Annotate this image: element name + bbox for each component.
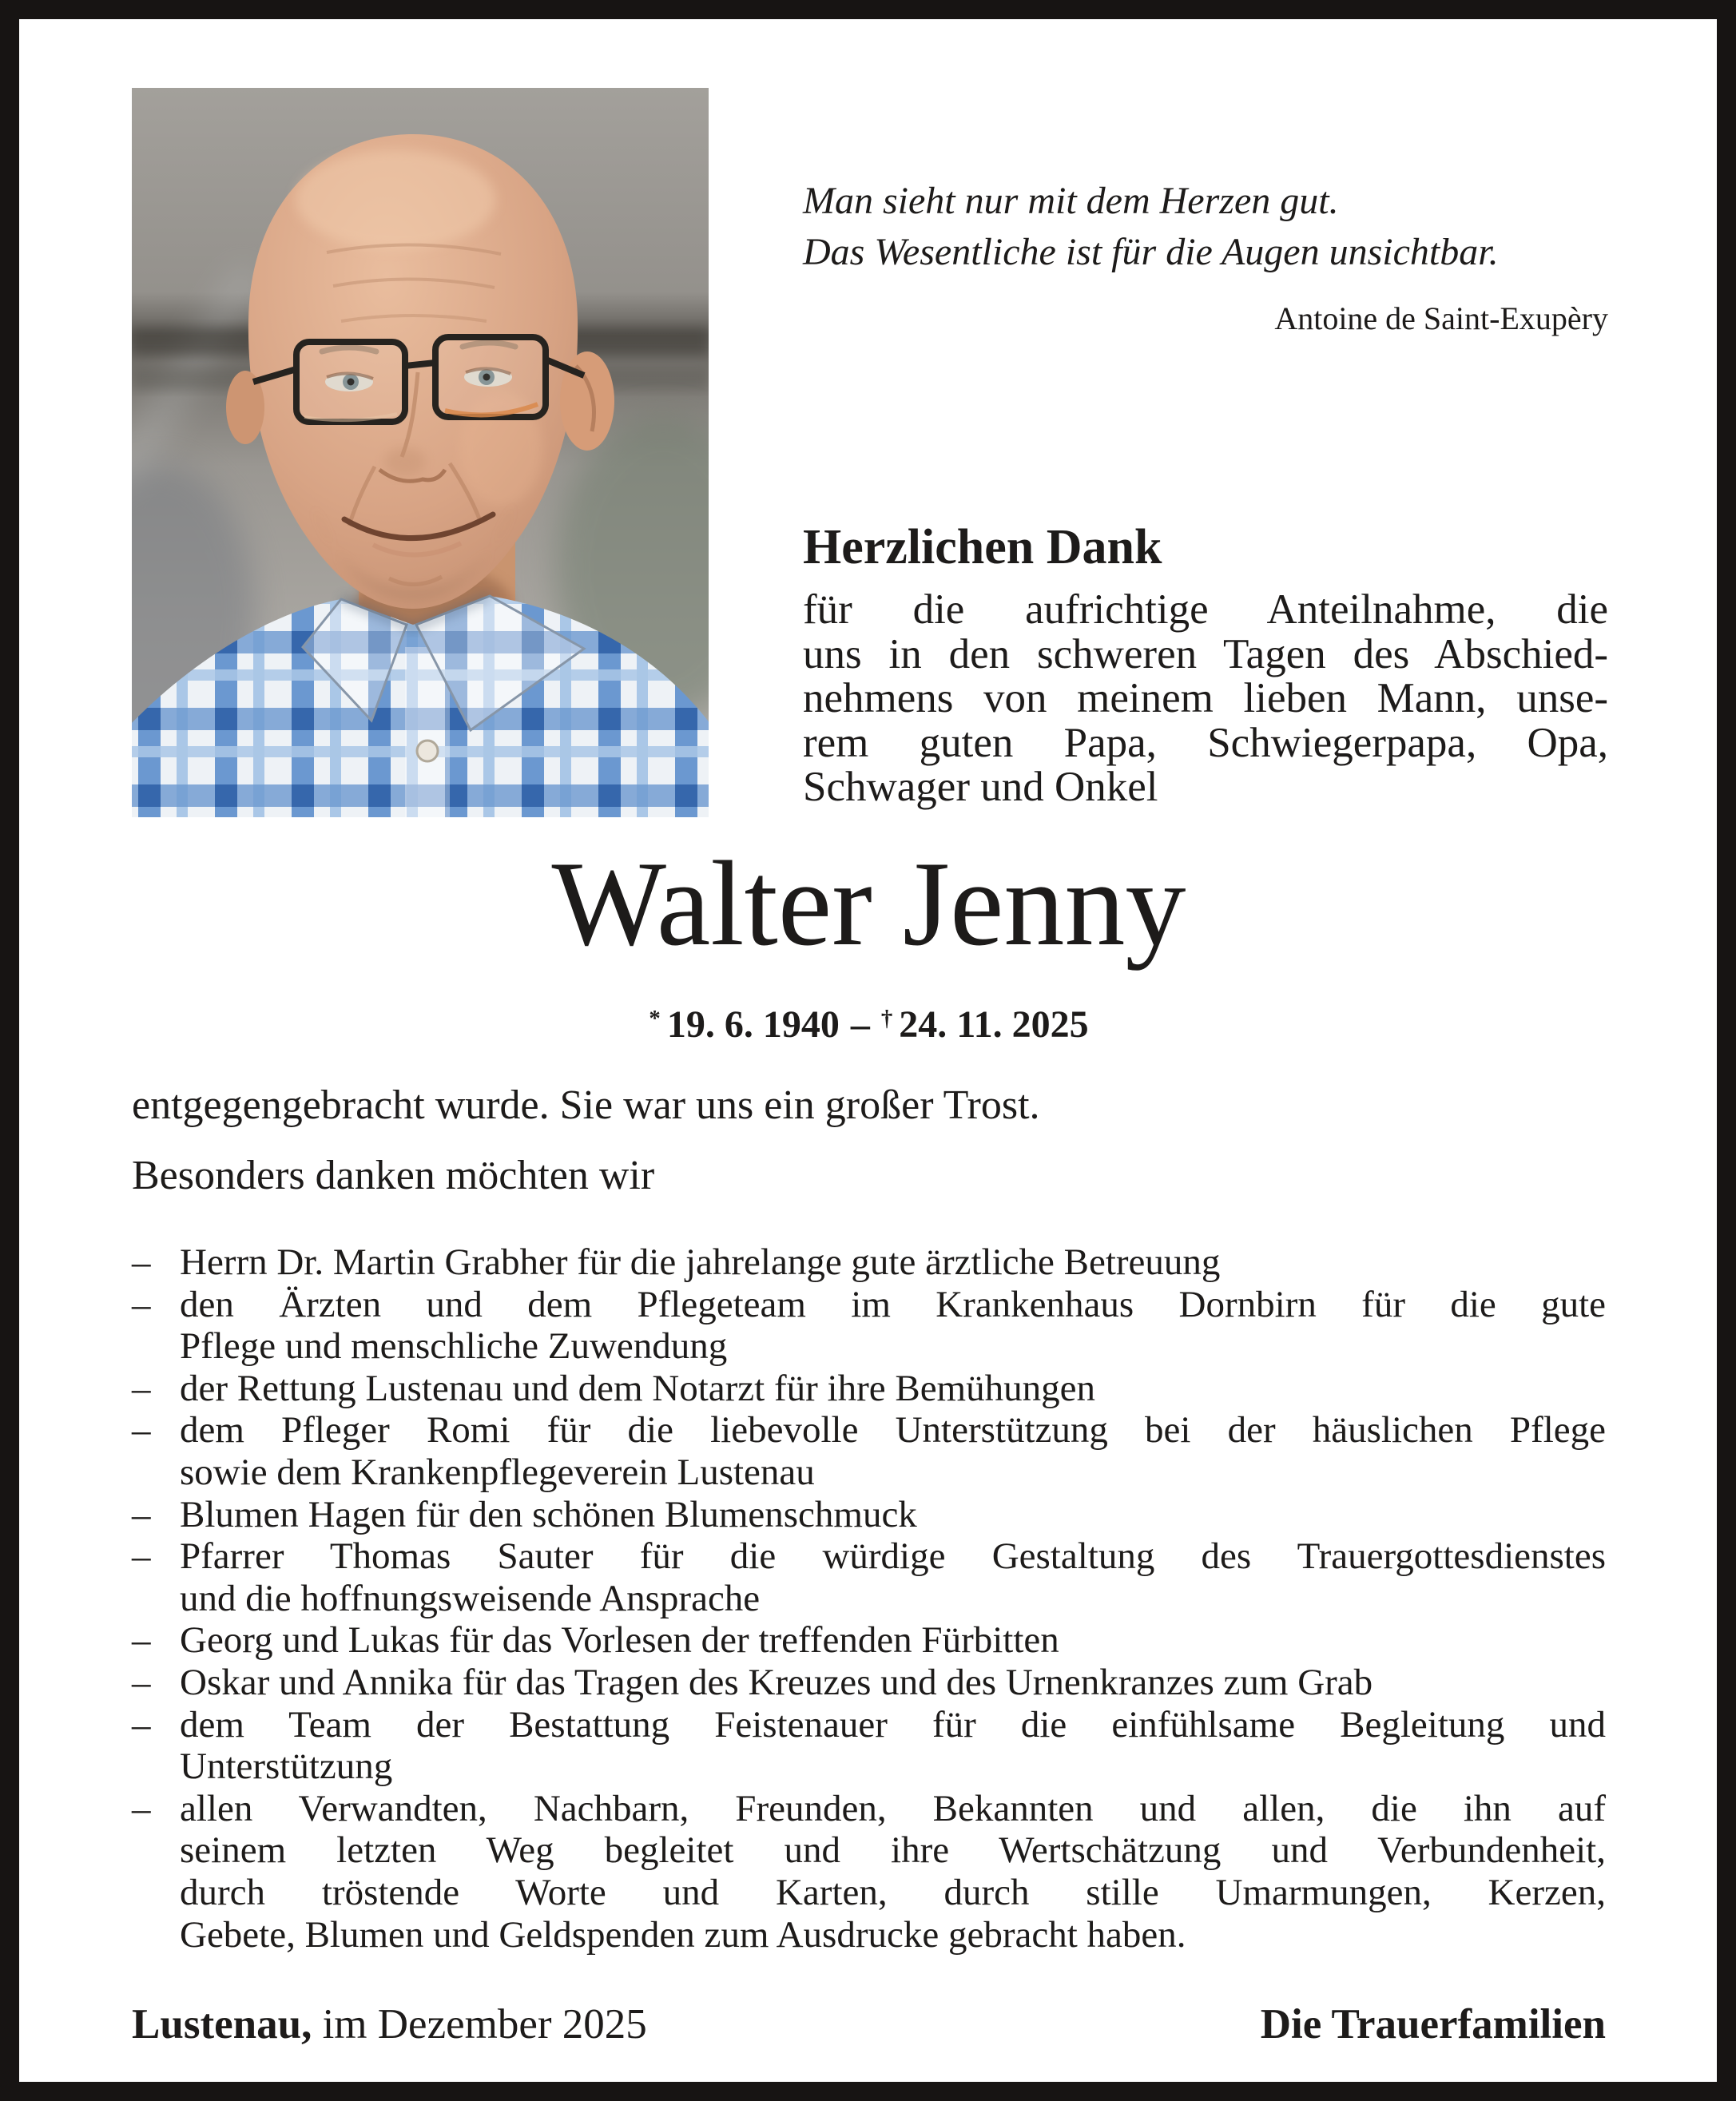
text-line: und die hoffnungsweisende Ansprache	[180, 1577, 761, 1619]
thanks-paragraph	[803, 588, 1608, 810]
thank-list-item	[132, 1409, 1606, 1493]
text-line: seinem letzten Weg begleitet und ihre Wertschätzung und Verbundenheit,	[180, 1829, 1606, 1872]
list-item-text	[180, 1368, 1606, 1410]
quote-attribution: Antoine de Saint-Exupèry	[1274, 300, 1608, 336]
list-dash: –	[132, 1493, 151, 1535]
shirt-button	[417, 741, 438, 761]
text-line: Unterstützung	[180, 1746, 393, 1788]
list-item-text	[180, 1535, 1606, 1619]
head-highlight	[296, 150, 495, 249]
thank-list-item	[132, 1619, 1606, 1662]
list-item-text	[180, 1284, 1606, 1368]
list-dash: –	[132, 1409, 151, 1452]
thank-list-item	[132, 1788, 1606, 1956]
text-line: den Ärzten und dem Pflegeteam im Krankenhaus Dornbirn für die gute	[180, 1283, 1606, 1325]
thank-list-item	[132, 1494, 1606, 1536]
text-line: Georg und Lukas für das Vorlesen der treffenden Fürbitten	[180, 1619, 1059, 1662]
text-line: allen Verwandten, Nachbarn, Freunden, Bekannten und allen, die ihn auf	[180, 1787, 1606, 1829]
text-line: Pflege und menschliche Zuwendung	[180, 1325, 728, 1368]
list-item-text	[180, 1662, 1606, 1704]
list-item-text	[180, 1704, 1606, 1788]
text-line: nehmens von meinem lieben Mann, unse-	[803, 675, 1608, 721]
glasses-bridge	[405, 363, 435, 366]
text-line: rem guten Papa, Schwiegerpapa, Opa,	[803, 719, 1608, 766]
text-line: durch tröstende Worte und Karten, durch stille Umarmungen, Kerzen,	[180, 1871, 1606, 1913]
list-item-text	[180, 1619, 1606, 1662]
list-dash: –	[132, 1661, 151, 1703]
thank-list-item	[132, 1704, 1606, 1788]
nose-shadow	[384, 447, 426, 476]
text-line: Man sieht nur mit dem Herzen gut.	[803, 180, 1339, 222]
text-line: Gebete, Blumen und Geldspenden zum Ausdrucke gebracht haben.	[180, 1913, 1186, 1956]
thank-list-item	[132, 1662, 1606, 1704]
text-line: Blumen Hagen für den schönen Blumenschmuck	[180, 1493, 917, 1535]
text-line: Oskar und Annika für das Tragen des Kreuzes und des Urnenkranzes zum Grab	[180, 1661, 1373, 1703]
thank-list-item	[132, 1284, 1606, 1368]
list-item-text	[180, 1241, 1606, 1284]
thank-list-item	[132, 1368, 1606, 1410]
footer-place: Lustenau,	[132, 2001, 312, 2047]
footer-date: im Dezember 2025	[322, 2001, 647, 2047]
text-line: für die aufrichtige Anteilnahme, die	[803, 586, 1608, 633]
text-line: dem Pfleger Romi für die liebevolle Unterstützung bei der häuslichen Pflege	[180, 1409, 1606, 1452]
list-item-text	[180, 1494, 1606, 1536]
life-dates	[132, 996, 1606, 1047]
list-dash: –	[132, 1367, 151, 1409]
text-line: Das Wesentliche ist für die Augen unsichtbar.	[803, 231, 1499, 273]
list-item-text	[180, 1788, 1606, 1956]
list-dash: –	[132, 1703, 151, 1746]
text-line: Schwager und Onkel	[803, 764, 1158, 810]
list-item-text	[180, 1409, 1606, 1493]
list-dash: –	[132, 1283, 151, 1325]
thank-list-intro: Besonders danken möchten wir	[132, 1153, 655, 1198]
birth-symbol: *	[649, 1006, 661, 1031]
list-dash: –	[132, 1619, 151, 1662]
footer-row	[132, 2000, 1606, 2048]
memorial-card-page	[19, 19, 1717, 2082]
list-dash: –	[132, 1241, 151, 1283]
date-separator: –	[850, 1003, 870, 1046]
footer-signature: Die Trauerfamilien	[1260, 2001, 1606, 2047]
deceased-name: Walter Jenny	[551, 836, 1186, 971]
thank-list	[132, 1241, 1606, 1956]
after-dates-text: entgegengebracht wurde. Sie war uns ein großer Trost.	[132, 1082, 1040, 1128]
list-dash: –	[132, 1787, 151, 1829]
portrait-photo-illustration	[132, 88, 709, 817]
death-symbol: †	[880, 1006, 893, 1031]
quote-block	[803, 176, 1608, 278]
footer-place-date	[132, 2000, 647, 2048]
glasses-left-lens	[296, 342, 405, 422]
text-line: uns in den schweren Tagen des Abschied-	[803, 630, 1608, 677]
text-line: Pfarrer Thomas Sauter für die würdige Gestaltung des Trauergottesdienstes	[180, 1535, 1606, 1578]
list-dash: –	[132, 1535, 151, 1578]
birth-date: 19. 6. 1940	[666, 1003, 840, 1046]
text-line: sowie dem Krankenpflegeverein Lustenau	[180, 1451, 815, 1493]
text-line: dem Team der Bestattung Feistenauer für die einfühlsame Begleitung und	[180, 1703, 1606, 1746]
death-date: 24. 11. 2025	[899, 1003, 1089, 1046]
thank-list-item	[132, 1535, 1606, 1619]
thank-list-item	[132, 1241, 1606, 1284]
text-line: der Rettung Lustenau und dem Notarzt für ihre Bemühungen	[180, 1367, 1095, 1409]
text-line: Herrn Dr. Martin Grabher für die jahrelange gute ärztliche Betreuung	[180, 1241, 1221, 1283]
portrait-photo	[132, 88, 709, 817]
thanks-heading: Herzlichen Dank	[803, 520, 1162, 574]
